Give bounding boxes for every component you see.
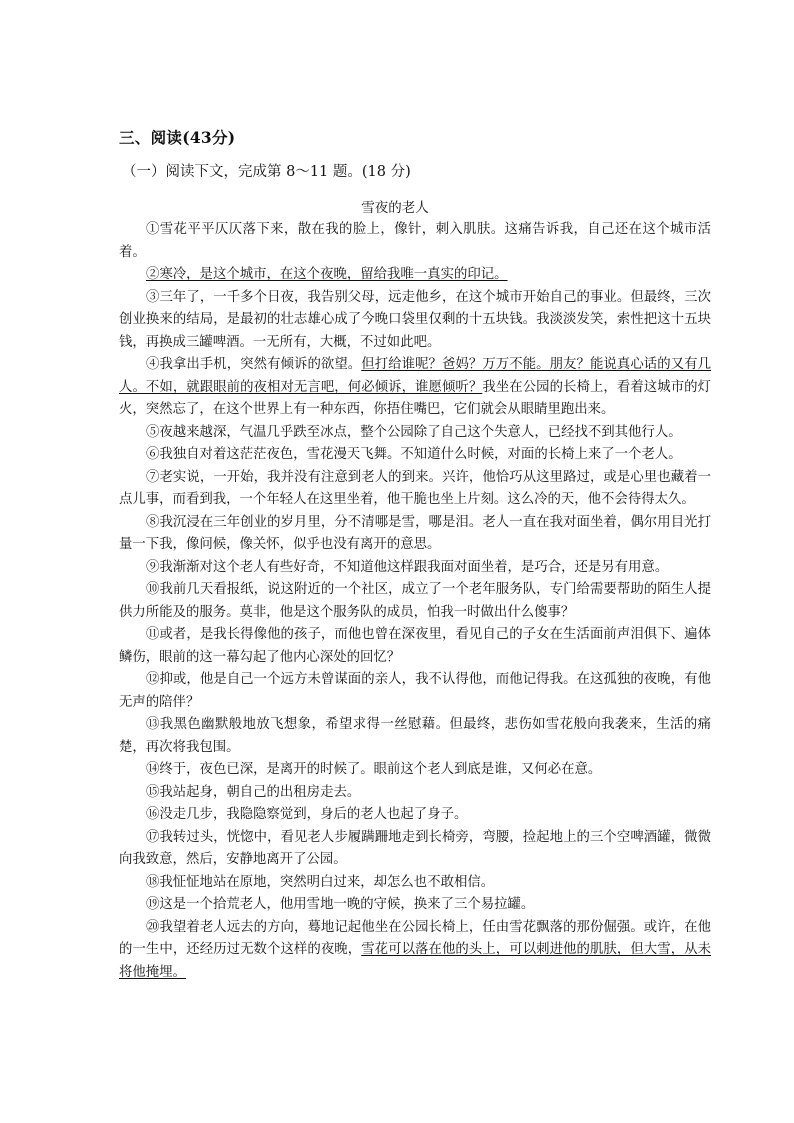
paragraph-text: ⑭终于，夜色已深，是离开的时候了。眼前这个老人到底是谁，又何必在意。 [146,762,602,777]
article-paragraph [119,579,711,624]
underlined-sentence: 雪花可以落在他的头上，可以刺进他的肌肤，但大雪，从未将他掩埋。 [119,942,712,980]
article-paragraph [119,422,711,445]
article-paragraph [119,467,711,512]
paragraph-text: ⑫抑或，他是自己一个远方未曾谋面的亲人，我不认得他，而他记得我。在这孤独的夜晚，有他无声的陪伴？ [119,672,711,710]
article-paragraph [119,917,711,985]
article-paragraph [119,804,711,827]
article-paragraph [119,287,711,355]
article-paragraph [119,714,711,759]
paragraph-text: ⑳我望着老人远去的方向，蓦地记起他坐在公园长椅上，任由雪花飘落的那份倔强。或许，在他的一生中，还经历过无数个这样的夜晚， [119,919,711,957]
paragraph-text: ⑯没走几步，我隐隐察觉到，身后的老人也起了身子。 [146,807,468,822]
paragraph-text: ⑦老实说，一开始，我并没有注意到老人的到来。兴许，他恰巧从这里路过，或是心里也藏着一点儿事，而看到我，一个年轻人在这里坐着，他干脆也坐上片刻。这么冷的天，他不会待得太久。 [119,469,711,507]
paragraph-text: ⑥我独自对着这茫茫夜色，雪花漫天飞舞。不知道什么时候，对面的长椅上来了一个老人。 [146,447,682,462]
article-paragraph [119,444,711,467]
article-paragraph [119,264,711,287]
paragraph-text: ⑰我转过头，恍惚中，看见老人步履蹒跚地走到长椅旁，弯腰，捡起地上的三个空啤酒罐，微微向我致意，然后，安静地离开了公园。 [119,829,711,867]
article-paragraph [119,759,711,782]
paragraph-text: 我坐在公园的长椅上，看着这城市的灯火，突然忘了，在这个世界上有一种东西，你捂住嘴巴，它们就会从眼睛里跑出来。 [119,379,711,417]
paragraph-text: ⑩我前几天看报纸，说这附近的一个社区，成立了一个老年服务队，专门给需要帮助的陌生人提供力所能及的服务。莫非，他是这个服务队的成员，怕我一时做出什么傻事？ [119,582,711,620]
paragraph-text: ⑬我黑色幽默般地放飞想象，希望求得一丝慰藉。但最终，悲伤如雪花般向我袭来，生活的痛楚，再次将我包围。 [119,717,711,755]
underlined-sentence: ②寒冷，是这个城市，在这个夜晚，留给我唯一真实的印记。 [146,267,508,282]
article-paragraph [119,512,711,557]
paragraph-text: ⑲这是一个拾荒老人，他用雪地一晚的守候，换来了三个易拉罐。 [146,897,535,912]
paragraph-text: ③三年了，一千多个日夜，我告别父母，远走他乡，在这个城市开始自己的事业。但最终，三次创业换来的结局，是最初的壮志雄心成了今晚口袋里仅剩的十五块钱。我淡淡发笑，索性把这十五块钱，再换成三罐啤酒。一无所有，大概，不过如此吧。 [119,289,711,350]
section-heading: 三、阅读(43分) [119,128,236,147]
underlined-sentence: 但打给谁呢？爸妈？万万不能。朋友？能说真心话的又有几人。不如，就跟眼前的夜相对无言吧，何必倾诉，谁愿倾听？ [119,357,712,395]
article-title: 雪夜的老人 [361,200,429,216]
article-paragraph [119,894,711,917]
paragraph-text: ⑨我渐渐对这个老人有些好奇，不知道他这样跟我面对面坐着，是巧合，还是另有用意。 [146,559,669,575]
article-paragraph [119,782,711,805]
paragraph-text: ①雪花平平仄仄落下来，散在我的脸上，像针，刺入肌肤。这痛告诉我，自己还在这个城市活着。 [119,222,711,260]
paragraph-text: ⑧我沉浸在三年创业的岁月里，分不清哪是雪，哪是泪。老人一直在我对面坐着，偶尔用目光打量一下我，像问候，像关怀，似乎也没有离开的意思。 [119,514,711,552]
paragraph-text: ⑮我站起身，朝自己的出租房走去。 [146,784,361,800]
paragraph-text: ⑤夜越来越深，气温几乎跌至冰点，整个公园除了自己这个失意人，已经找不到其他行人。 [146,424,682,440]
article-paragraph [119,669,711,714]
article-paragraph [119,827,711,872]
article-paragraph [119,354,711,422]
paragraph-text: ⑱我怔怔地站在原地，突然明白过来，却怎么也不敢相信。 [146,874,495,890]
article-paragraph [119,557,711,580]
paragraph-text: ④我拿出手机，突然有倾诉的欲望。 [146,357,362,372]
article-paragraph [119,219,711,264]
paragraph-text: ⑪或者，是我长得像他的孩子，而他也曾在深夜里，看见自己的子女在生活面前声泪俱下、遍体鳞伤，眼前的这一幕勾起了他内心深处的回忆？ [119,627,711,665]
article-body [119,219,711,984]
article-paragraph [119,872,711,895]
article-paragraph [119,624,711,669]
question-instructions: （一）阅读下文，完成第 8～11 题。(18 分) [122,164,411,180]
